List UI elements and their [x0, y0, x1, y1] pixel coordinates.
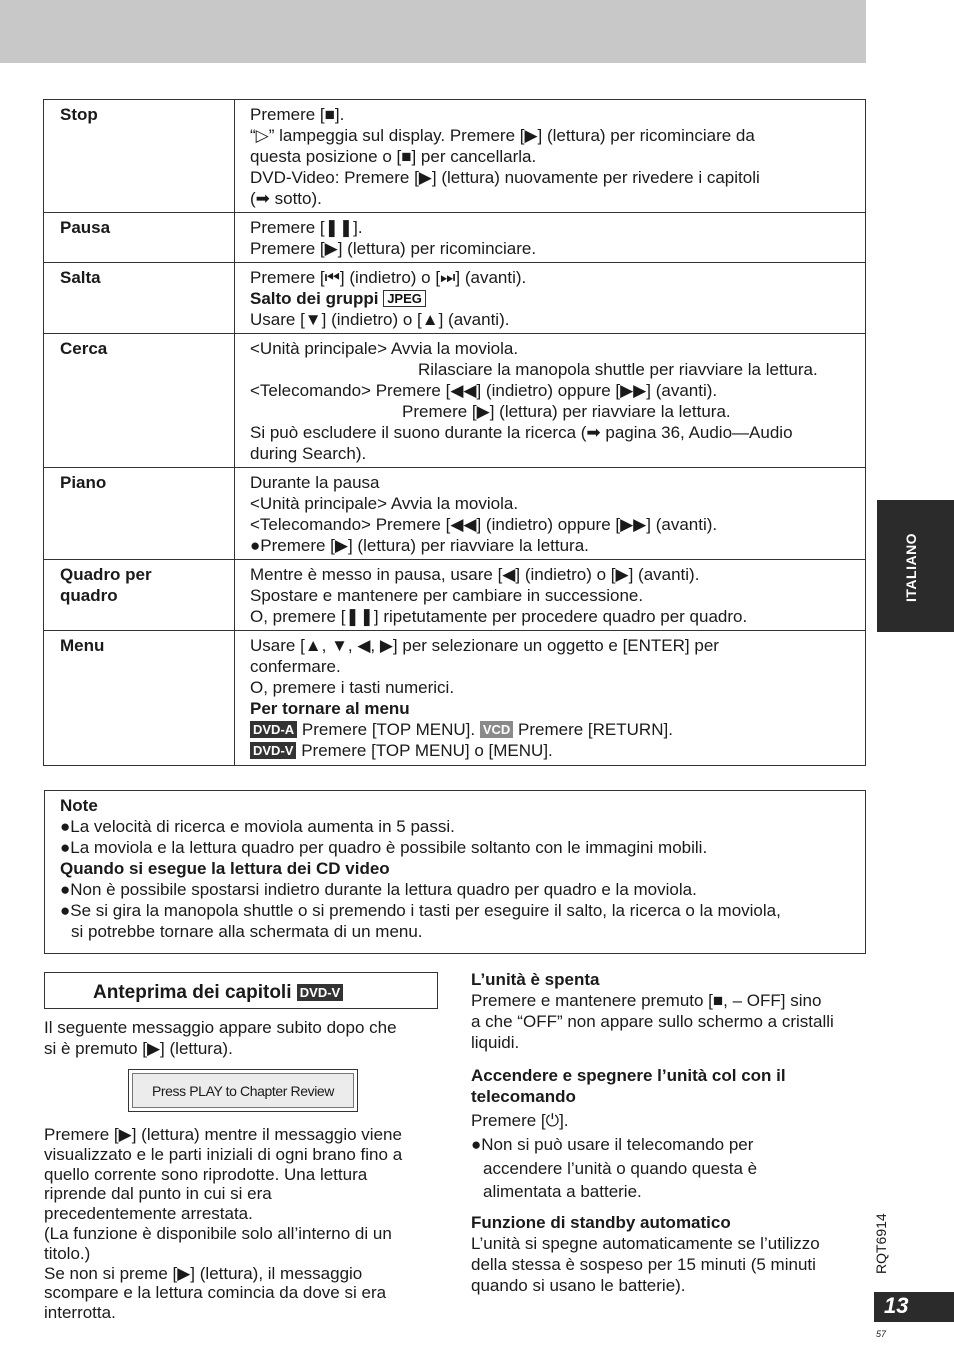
- note-subtitle: Quando si esegue la lettura dei CD video: [60, 859, 390, 878]
- model-code: RQT6914: [873, 1213, 889, 1274]
- row-label: Menu: [44, 631, 235, 766]
- list-item: ●Non è possibile spostarsi indietro durante la lettura quadro per quadro e la moviola.: [60, 880, 697, 899]
- note-box: [44, 790, 866, 954]
- list-item: si potrebbe tornare alla schermata di un menu.: [71, 922, 423, 941]
- row-label: Cerca: [44, 334, 235, 468]
- list-item: ●La velocità di ricerca e moviola aumenta in 5 passi.: [60, 817, 455, 836]
- row-content: Usare [▲, ▼, ◀, ▶] per selezionare un oggetto e [ENTER] per confermare. O, premere i tasti numerici. Per tornare al menu DVD-A Premere [TOP MENU]. VCD Premere [RETURN]. DVD-V Premere [TOP MENU] o [MENU].: [235, 631, 866, 766]
- table-row: [44, 560, 866, 631]
- dvd-v-tag: DVD-V: [250, 742, 296, 759]
- row-label: Salta: [44, 263, 235, 334]
- row-content: Mentre è messo in pausa, usare [◀] (indietro) o [▶] (avanti). Spostare e mantenere per cambiare in successione. O, premere [❚❚] ripetutamente per procedere quadro per quadro.: [235, 560, 866, 631]
- jpeg-tag: JPEG: [383, 290, 426, 307]
- subheading: Funzione di standby automatico: [471, 1213, 731, 1232]
- dvd-a-tag: DVD-A: [250, 721, 297, 738]
- dvd-v-tag: DVD-V: [297, 984, 343, 1001]
- row-label: Piano: [44, 468, 235, 560]
- table-row: [44, 263, 866, 334]
- section-title: Anteprima dei capitoli: [93, 982, 292, 1003]
- page-number-box: [874, 1292, 954, 1322]
- row-label: Quadro per quadro: [44, 560, 235, 631]
- list-item: ●La moviola e la lettura quadro per quadro è possibile soltanto con le immagini mobili.: [60, 838, 708, 857]
- row-content: Premere [⏮] (indietro) o [⏭] (avanti). Salto dei gruppi JPEG Usare [▼] (indietro) o [▲] (avanti).: [235, 263, 866, 334]
- row-content: Premere [❚❚]. Premere [▶] (lettura) per ricominciare.: [235, 213, 866, 263]
- row-content: Durante la pausa <Unità principale> Avvia la moviola. <Telecomando> Premere [◀◀] (indietro) oppure [▶▶] (avanti). ●Premere [▶] (lettura) per riavviare la lettura.: [235, 468, 866, 560]
- row-content: Premere [■]. “▷” lampeggia sul display. Premere [▶] (lettura) per ricominciare da questa posizione o [■] per cancellarla. DVD-Video: Premere [▶] (lettura) nuovamente per rivedere i capitoli (➡ sotto).: [235, 100, 866, 213]
- subheading: L’unità è spenta: [471, 970, 600, 989]
- vcd-tag: VCD: [480, 721, 513, 738]
- row-label: Stop: [44, 100, 235, 213]
- message-text: Press PLAY to Chapter Review: [132, 1073, 354, 1108]
- table-row: [44, 631, 866, 766]
- table-row: [44, 334, 866, 468]
- section-heading-box: [44, 972, 438, 1009]
- note-title: Note: [60, 796, 98, 815]
- power-off-section: L’unità è spenta Premere e mantenere premuto [■, – OFF] sino a che “OFF” non appare sullo schermo a cristalli liquidi.: [471, 969, 867, 1053]
- on-screen-message: [128, 1069, 358, 1112]
- section-intro: Il seguente messaggio appare subito dopo che si è premuto [▶] (lettura).: [44, 1018, 397, 1058]
- list-item: ●Non si può usare il telecomando per: [471, 1135, 754, 1154]
- subheading: Accendere e spegnere l’unità col con il: [471, 1066, 786, 1085]
- row-content: <Unità principale> Avvia la moviola. Rilasciare la manopola shuttle per riavviare la lettura. <Telecomando> Premere [◀◀] (indietro) oppure [▶▶] (avanti). Premere [▶] (lettura) per riavviare la lettura. Si può escludere il suono durante la ricerca (➡ pagina 36, Audio—Audio during Search).: [235, 334, 866, 468]
- section-body: Premere [▶] (lettura) mentre il messaggio viene visualizzato e le parti iniziali di ogni brano fino a quello corrente sono riprodotte. Una lettura riprende dal punto in cui si era precedentemente arrestata. (La funzione è disponibile solo all’interno di un titolo.) Se non si preme [▶] (lettura), il messaggio scompare e la lettura comincia da dove si era interrotta.: [44, 1125, 403, 1323]
- auto-standby-section: Funzione di standby automatico L’unità si spegne automaticamente se l’utilizzo della stessa è sospeso per 15 minuti (5 minuti quando si usano le batterie).: [471, 1212, 867, 1296]
- remote-power-section: Accendere e spegnere l’unità col con il telecomando Premere [⏻]. ●Non si può usare il telecomando per accendere l’unità o quando questa è alimentata a batterie.: [471, 1065, 867, 1204]
- page-number: 13: [884, 1293, 909, 1318]
- language-tab: ITALIANO: [877, 500, 954, 632]
- sub-page-number: 57: [876, 1329, 887, 1339]
- table-row: [44, 100, 866, 213]
- operations-table: [43, 99, 866, 766]
- row-label: Pausa: [44, 213, 235, 263]
- table-row: [44, 213, 866, 263]
- header-bar: [0, 0, 866, 63]
- list-item: ●Se si gira la manopola shuttle o si premendo i tasti per eseguire il salto, la ricerca o la moviola,: [60, 901, 781, 920]
- table-row: [44, 468, 866, 560]
